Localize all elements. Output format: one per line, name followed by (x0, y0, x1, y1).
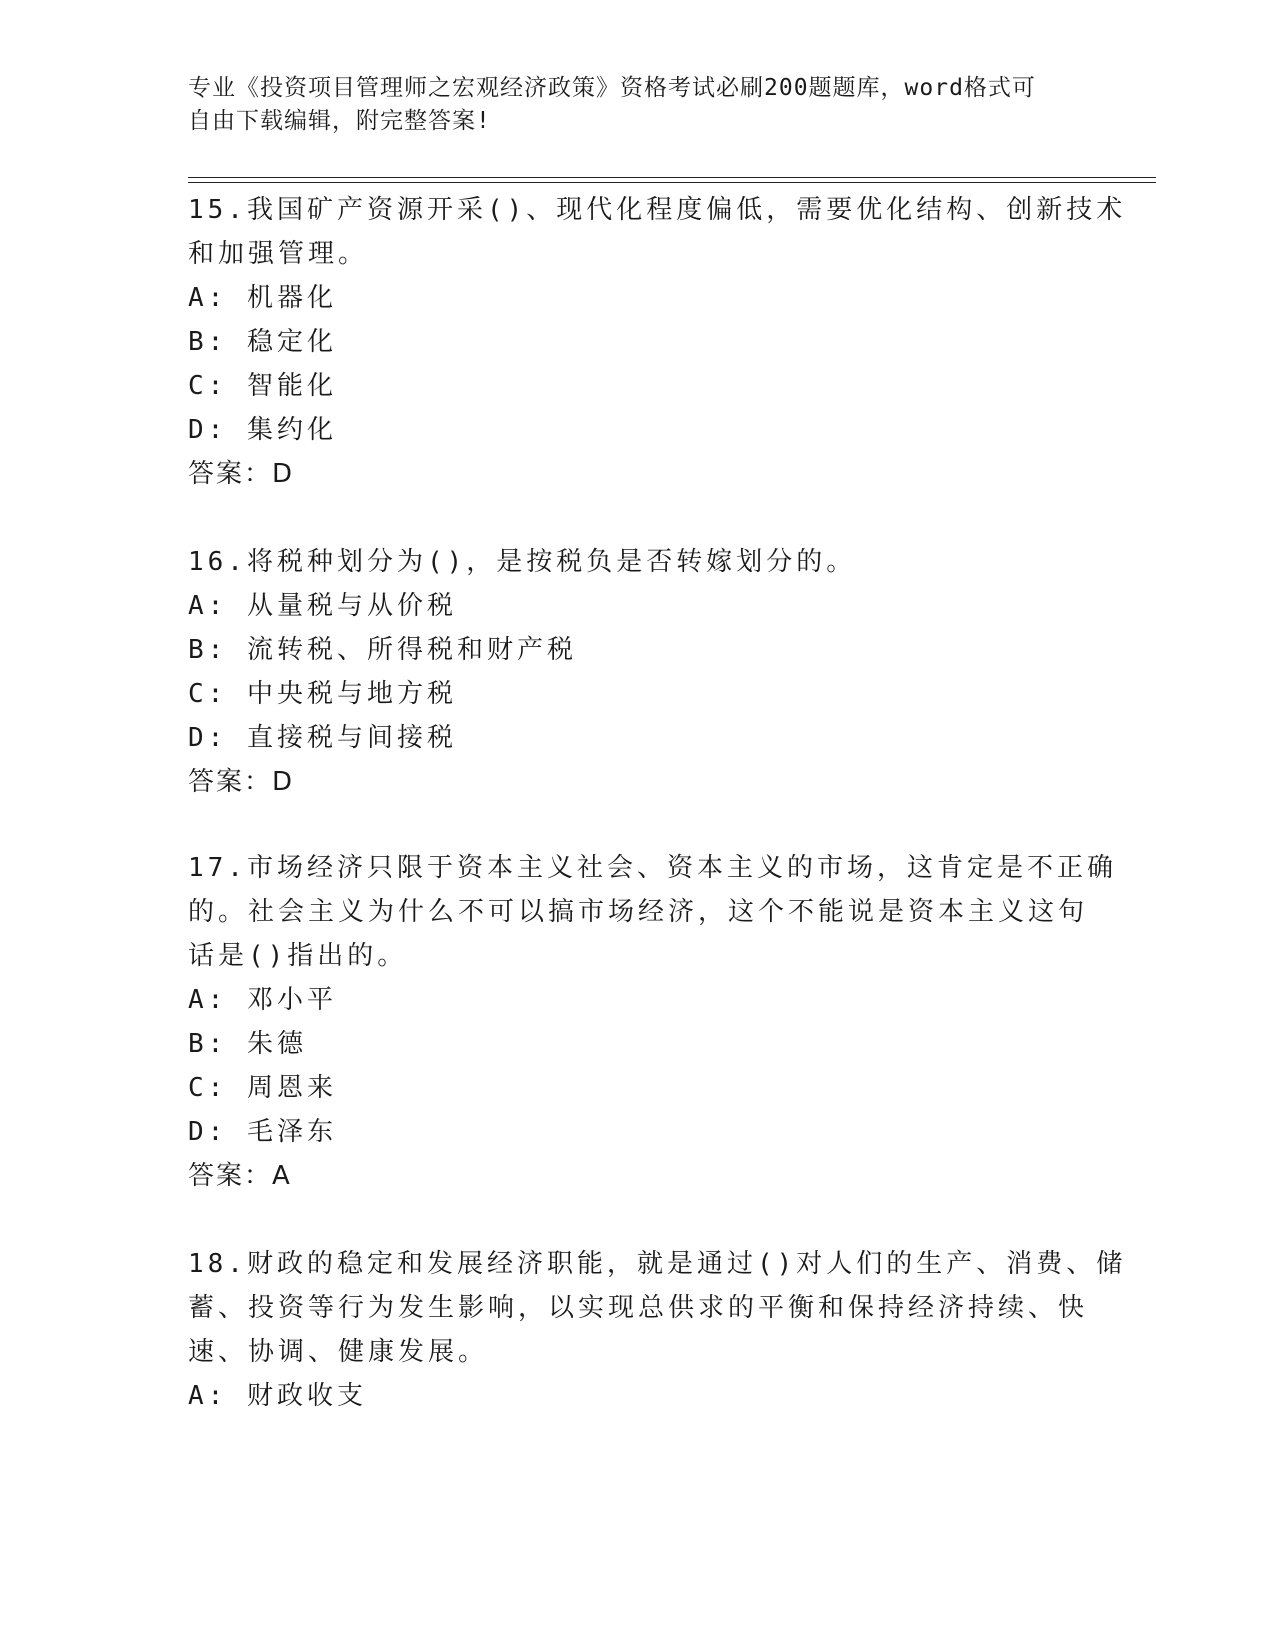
answer-line: 答案：A (188, 1161, 292, 1191)
option-d: D: 直接税与间接税 (188, 723, 457, 753)
question-stem-line: 蓄、投资等行为发生影响，以实现总供求的平衡和保持经济持续、快 (188, 1293, 1089, 1323)
option-a: A: 财政收支 (188, 1381, 367, 1411)
header-divider-top (188, 177, 1156, 178)
option-d: D: 集约化 (188, 415, 337, 445)
header-divider-bottom (188, 182, 1156, 183)
option-b: B: 流转税、所得税和财产税 (188, 635, 577, 665)
question-stem-line: 速、协调、健康发展。 (188, 1337, 489, 1367)
option-a: A: 机器化 (188, 283, 337, 313)
option-c: C: 中央税与地方税 (188, 679, 457, 709)
document-header (188, 72, 1068, 138)
option-a: A: 从量税与从价税 (188, 591, 457, 621)
header-line-2: 自由下载编辑，附完整答案! (188, 108, 491, 134)
question-stem-line: 15.我国矿产资源开采()、现代化程度偏低，需要优化结构、创新技术 (188, 195, 1127, 225)
option-d: D: 毛泽东 (188, 1117, 337, 1147)
question-stem-line: 16.将税种划分为()，是按税负是否转嫁划分的。 (188, 547, 857, 577)
question-stem-line: 话是()指出的。 (188, 941, 408, 971)
answer-line: 答案：D (188, 459, 295, 489)
question-stem-line: 和加强管理。 (188, 239, 369, 269)
answer-line: 答案：D (188, 767, 295, 797)
question-stem-line: 17.市场经济只限于资本主义社会、资本主义的市场，这肯定是不正确 (188, 853, 1117, 883)
option-c: C: 周恩来 (188, 1073, 337, 1103)
header-line-1: 专业《投资项目管理师之宏观经济政策》资格考试必刷200题题库，word格式可 (188, 75, 1036, 101)
question-stem-line: 的。社会主义为什么不可以搞市场经济，这个不能说是资本主义这句 (188, 897, 1089, 927)
option-a: A: 邓小平 (188, 985, 337, 1015)
option-c: C: 智能化 (188, 371, 337, 401)
question-stem-line: 18.财政的稳定和发展经济职能，就是通过()对人们的生产、消费、储 (188, 1249, 1127, 1279)
option-b: B: 稳定化 (188, 327, 337, 357)
option-b: B: 朱德 (188, 1029, 307, 1059)
